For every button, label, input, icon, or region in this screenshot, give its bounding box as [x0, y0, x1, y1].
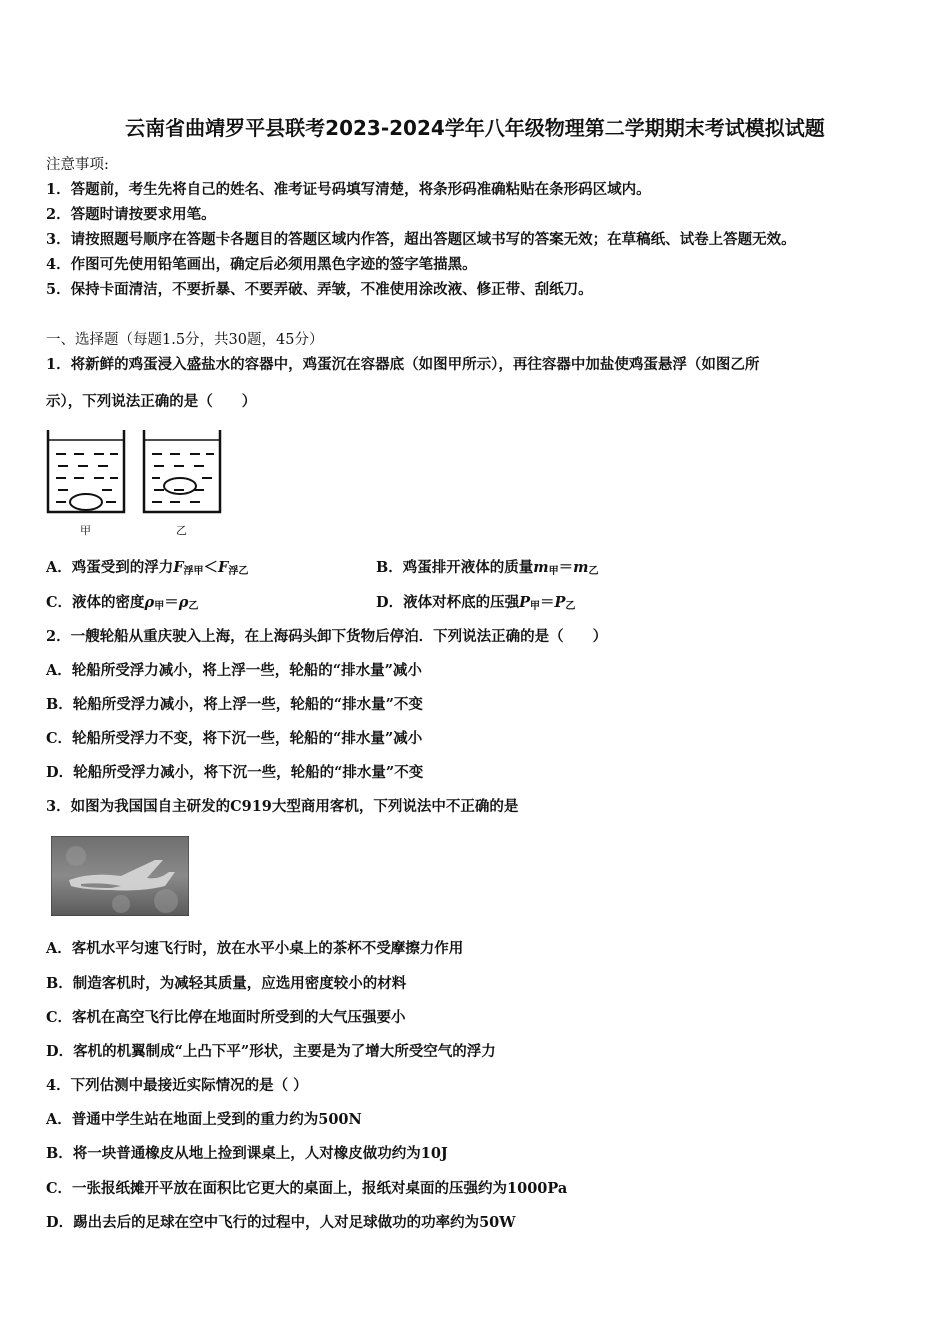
sub2: 乙: [565, 601, 576, 612]
op: ＝: [558, 559, 574, 576]
option-text: C．液体的密度: [46, 594, 145, 611]
fig-label-jia: 甲: [80, 524, 91, 537]
var2: P: [554, 594, 566, 611]
var: F: [173, 559, 184, 576]
sub: 甲: [548, 566, 559, 577]
q2-option-c[interactable]: C．轮船所受浮力不变，将下沉一些，轮船的“排水量”减小: [46, 730, 423, 747]
q4-option-b[interactable]: B．将一块普通橡皮从地上捡到课桌上，人对橡皮做功约为10J: [46, 1145, 448, 1162]
var: ρ: [144, 594, 155, 611]
var: m: [533, 559, 549, 576]
q1-stem-line1: 1．将新鲜的鸡蛋浸入盛盐水的容器中，鸡蛋沉在容器底（如图甲所示），再往容器中加盐使鸡蛋悬浮（如图乙所: [46, 356, 760, 373]
c919-aircraft-photo: [51, 836, 189, 916]
sub2: 乙: [188, 601, 199, 612]
q4-option-d[interactable]: D．踢出去后的足球在空中飞行的过程中，人对足球做功的功率约为50W: [46, 1214, 516, 1231]
beaker-yi: [144, 430, 220, 512]
q1-option-c[interactable]: [46, 591, 198, 612]
sub2: 乙: [588, 566, 599, 577]
notice-item-1: 1．答题前，考生先将自己的姓名、准考证号码填写清楚，将条形码准确粘贴在条形码区域内。: [46, 181, 651, 198]
q2-option-b[interactable]: B．轮船所受浮力减小，将上浮一些，轮船的“排水量”不变: [46, 696, 423, 713]
option-text: A．鸡蛋受到的浮力: [46, 559, 174, 576]
var2: ρ: [178, 594, 189, 611]
notice-heading: 注意事项:: [46, 157, 109, 173]
q3-stem: 3．如图为我国国自主研发的C919大型商用客机，下列说法中不正确的是: [46, 798, 519, 815]
section-heading: 一、选择题（每题1.5分，共30题，45分）: [46, 332, 324, 348]
q2-stem: 2．一艘轮船从重庆驶入上海，在上海码头卸下货物后停泊．下列说法正确的是（ ）: [46, 628, 608, 645]
notice-item-4: 4．作图可先使用铅笔画出，确定后必须用黑色字迹的签字笔描黑。: [46, 256, 477, 273]
exam-title: 云南省曲靖罗平县联考2023-2024学年八年级物理第二学期期末考试模拟试题: [125, 116, 825, 140]
option-text: B．鸡蛋排开液体的质量: [376, 559, 534, 576]
var2: F: [218, 559, 229, 576]
q3-option-d[interactable]: D．客机的机翼制成“上凸下平”形状，主要是为了增大所受空气的浮力: [46, 1043, 496, 1060]
op: ＝: [539, 594, 555, 611]
q1-option-d[interactable]: [376, 591, 575, 612]
var: P: [519, 594, 530, 611]
sub: 甲: [529, 601, 540, 612]
sub2: 浮乙: [228, 566, 249, 577]
q1-option-a[interactable]: [46, 556, 248, 577]
q2-option-d[interactable]: D．轮船所受浮力减小，将下沉一些，轮船的“排水量”不变: [46, 764, 424, 781]
op: ＝: [164, 594, 179, 611]
sub: 浮甲: [183, 566, 204, 577]
q1-beaker-figure: [44, 426, 226, 538]
q4-stem: 4．下列估测中最接近实际情况的是（ ）: [46, 1077, 308, 1094]
op: ＜: [203, 559, 219, 576]
q1-stem-line2: 示），下列说法正确的是（ ）: [46, 393, 257, 410]
q3-option-a[interactable]: A．客机水平匀速飞行时，放在水平小桌上的茶杯不受摩擦力作用: [46, 940, 464, 957]
fig-label-yi: 乙: [176, 524, 187, 537]
q3-option-c[interactable]: C．客机在高空飞行比停在地面时所受到的大气压强要小: [46, 1009, 406, 1026]
notice-item-5: 5．保持卡面清洁，不要折暴、不要弄破、弄皱，不准使用涂改液、修正带、刮纸刀。: [46, 281, 593, 298]
notice-item-2: 2．答题时请按要求用笔。: [46, 206, 216, 223]
q3-option-b[interactable]: B．制造客机时，为减轻其质量，应选用密度较小的材料: [46, 975, 407, 992]
var2: m: [573, 559, 589, 576]
q4-option-c[interactable]: C．一张报纸摊开平放在面积比它更大的桌面上，报纸对桌面的压强约为1000Pa: [46, 1180, 568, 1197]
notice-item-3: 3．请按照题号顺序在答题卡各题目的答题区域内作答，超出答题区域书写的答案无效；在草稿纸、试卷上答题无效。: [46, 231, 796, 248]
q4-option-a[interactable]: A．普通中学生站在地面上受到的重力约为500N: [46, 1111, 362, 1128]
beaker-jia: [48, 430, 124, 512]
sub: 甲: [154, 601, 165, 612]
q2-option-a[interactable]: A．轮船所受浮力减小，将上浮一些，轮船的“排水量”减小: [46, 662, 422, 679]
q1-option-b[interactable]: [376, 556, 598, 577]
option-text: D．液体对杯底的压强: [376, 594, 520, 611]
